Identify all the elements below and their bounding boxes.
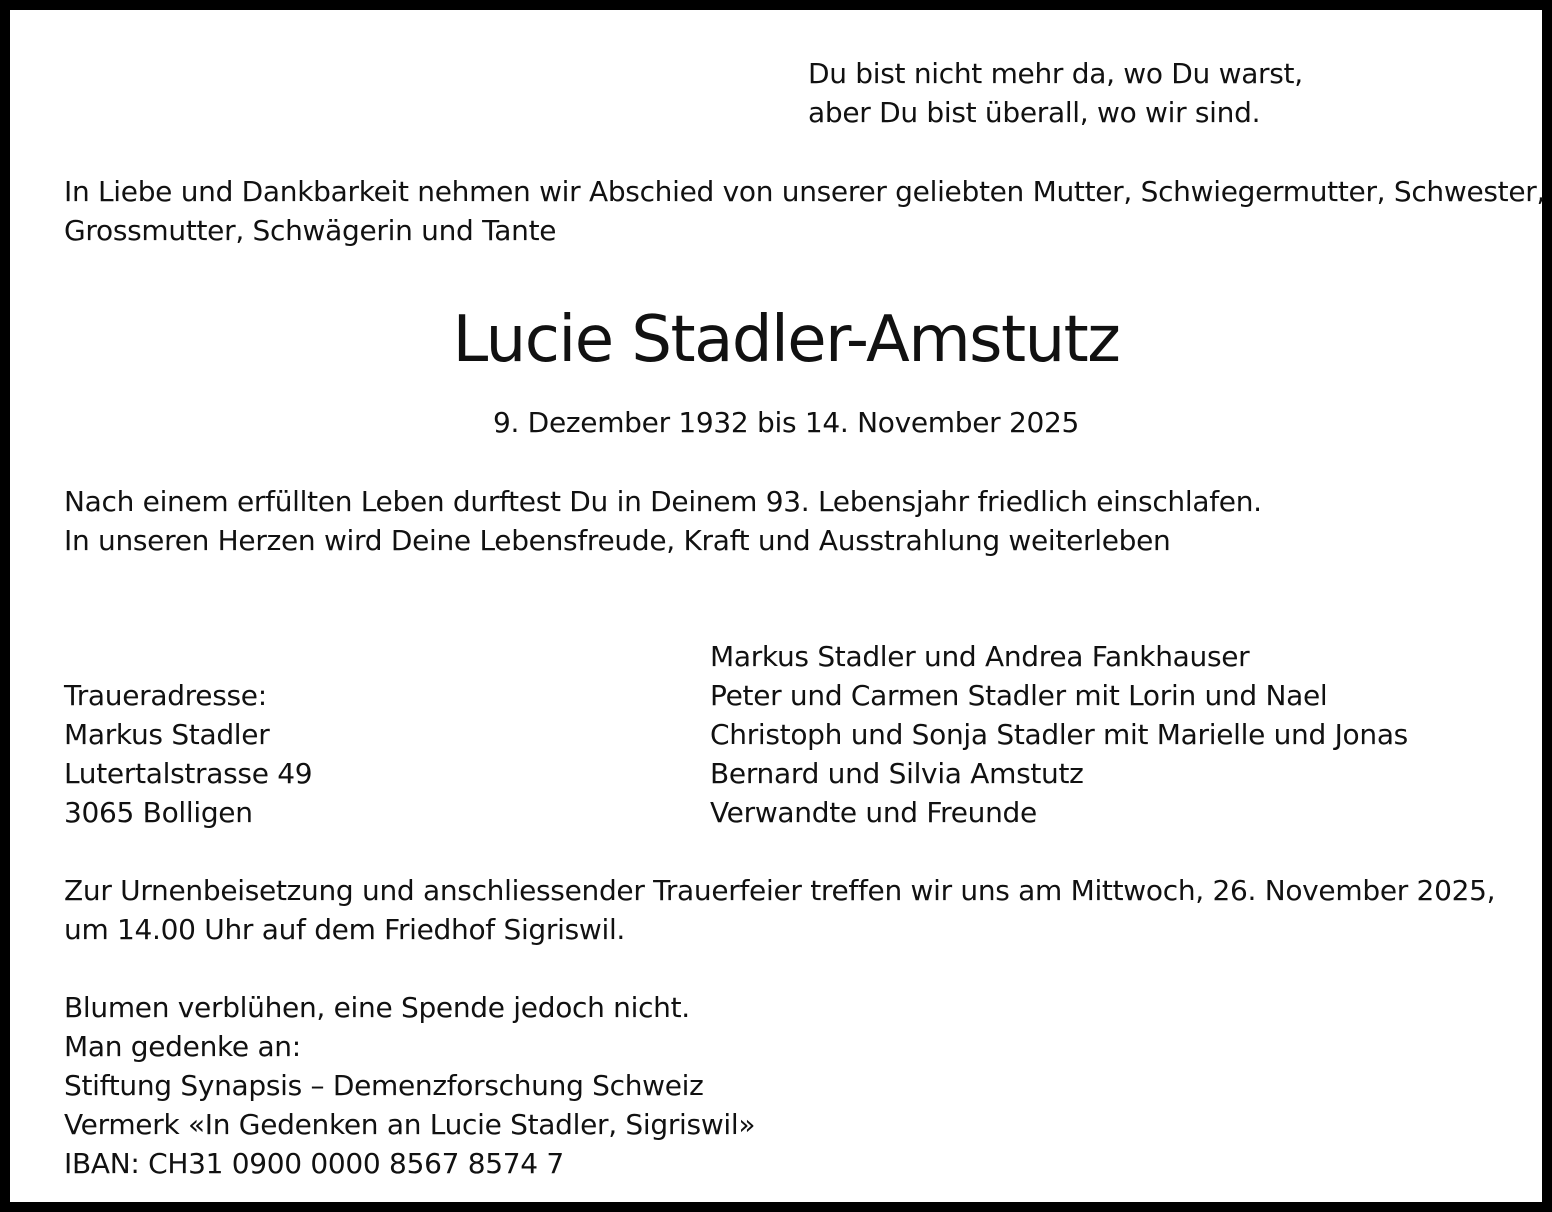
address-label: Traueradresse: xyxy=(64,679,267,712)
intro-line: Grossmutter, Schwägerin und Tante xyxy=(64,214,557,247)
donation-line: Blumen verblühen, eine Spende jedoch nicht. xyxy=(64,991,690,1024)
donation-iban: IBAN: CH31 0900 0000 8567 8574 7 xyxy=(64,1147,564,1180)
life-line: Nach einem erfüllten Leben durftest Du in Deinem 93. Lebensjahr friedlich einschlafen. xyxy=(64,485,1262,518)
ceremony-paragraph xyxy=(64,871,1495,949)
deceased-name: Lucie Stadler-Amstutz xyxy=(452,303,1120,377)
intro-line: In Liebe und Dankbarkeit nehmen wir Abschied von unserer geliebten Mutter, Schwiegermutter, Schwester, xyxy=(64,175,1546,208)
motto-quote xyxy=(808,54,1303,132)
ceremony-line: Zur Urnenbeisetzung und anschliessender Trauerfeier treffen wir uns am Mittwoch, 26. November 2025, xyxy=(64,874,1496,907)
life-line: In unseren Herzen wird Deine Lebensfreude, Kraft und Ausstrahlung weiterleben xyxy=(64,524,1171,557)
life-dates: 9. Dezember 1932 bis 14. November 2025 xyxy=(492,406,1080,439)
address-city: 3065 Bolligen xyxy=(64,796,253,829)
mourner-entry: Peter und Carmen Stadler mit Lorin und Nael xyxy=(710,679,1328,712)
donation-line: Man gedenke an: xyxy=(64,1030,301,1063)
motto-line: Du bist nicht mehr da, wo Du warst, xyxy=(808,57,1303,90)
address-street: Lutertalstrasse 49 xyxy=(64,757,313,790)
mourner-entry: Christoph und Sonja Stadler mit Marielle und Jonas xyxy=(710,718,1408,751)
life-paragraph xyxy=(64,482,1262,560)
address-name: Markus Stadler xyxy=(64,718,270,751)
donation-line: Vermerk «In Gedenken an Lucie Stadler, Sigriswil» xyxy=(64,1108,756,1141)
intro-paragraph xyxy=(64,172,1545,250)
donation-paragraph xyxy=(64,988,755,1183)
mourning-address xyxy=(64,676,312,832)
mourner-entry: Verwandte und Freunde xyxy=(710,796,1037,829)
mourners-list xyxy=(710,637,1408,832)
ceremony-line: um 14.00 Uhr auf dem Friedhof Sigriswil. xyxy=(64,913,626,946)
motto-line: aber Du bist überall, wo wir sind. xyxy=(808,96,1261,129)
donation-line: Stiftung Synapsis – Demenzforschung Schweiz xyxy=(64,1069,704,1102)
mourner-entry: Bernard und Silvia Amstutz xyxy=(710,757,1084,790)
mourner-entry: Markus Stadler und Andrea Fankhauser xyxy=(710,640,1250,673)
